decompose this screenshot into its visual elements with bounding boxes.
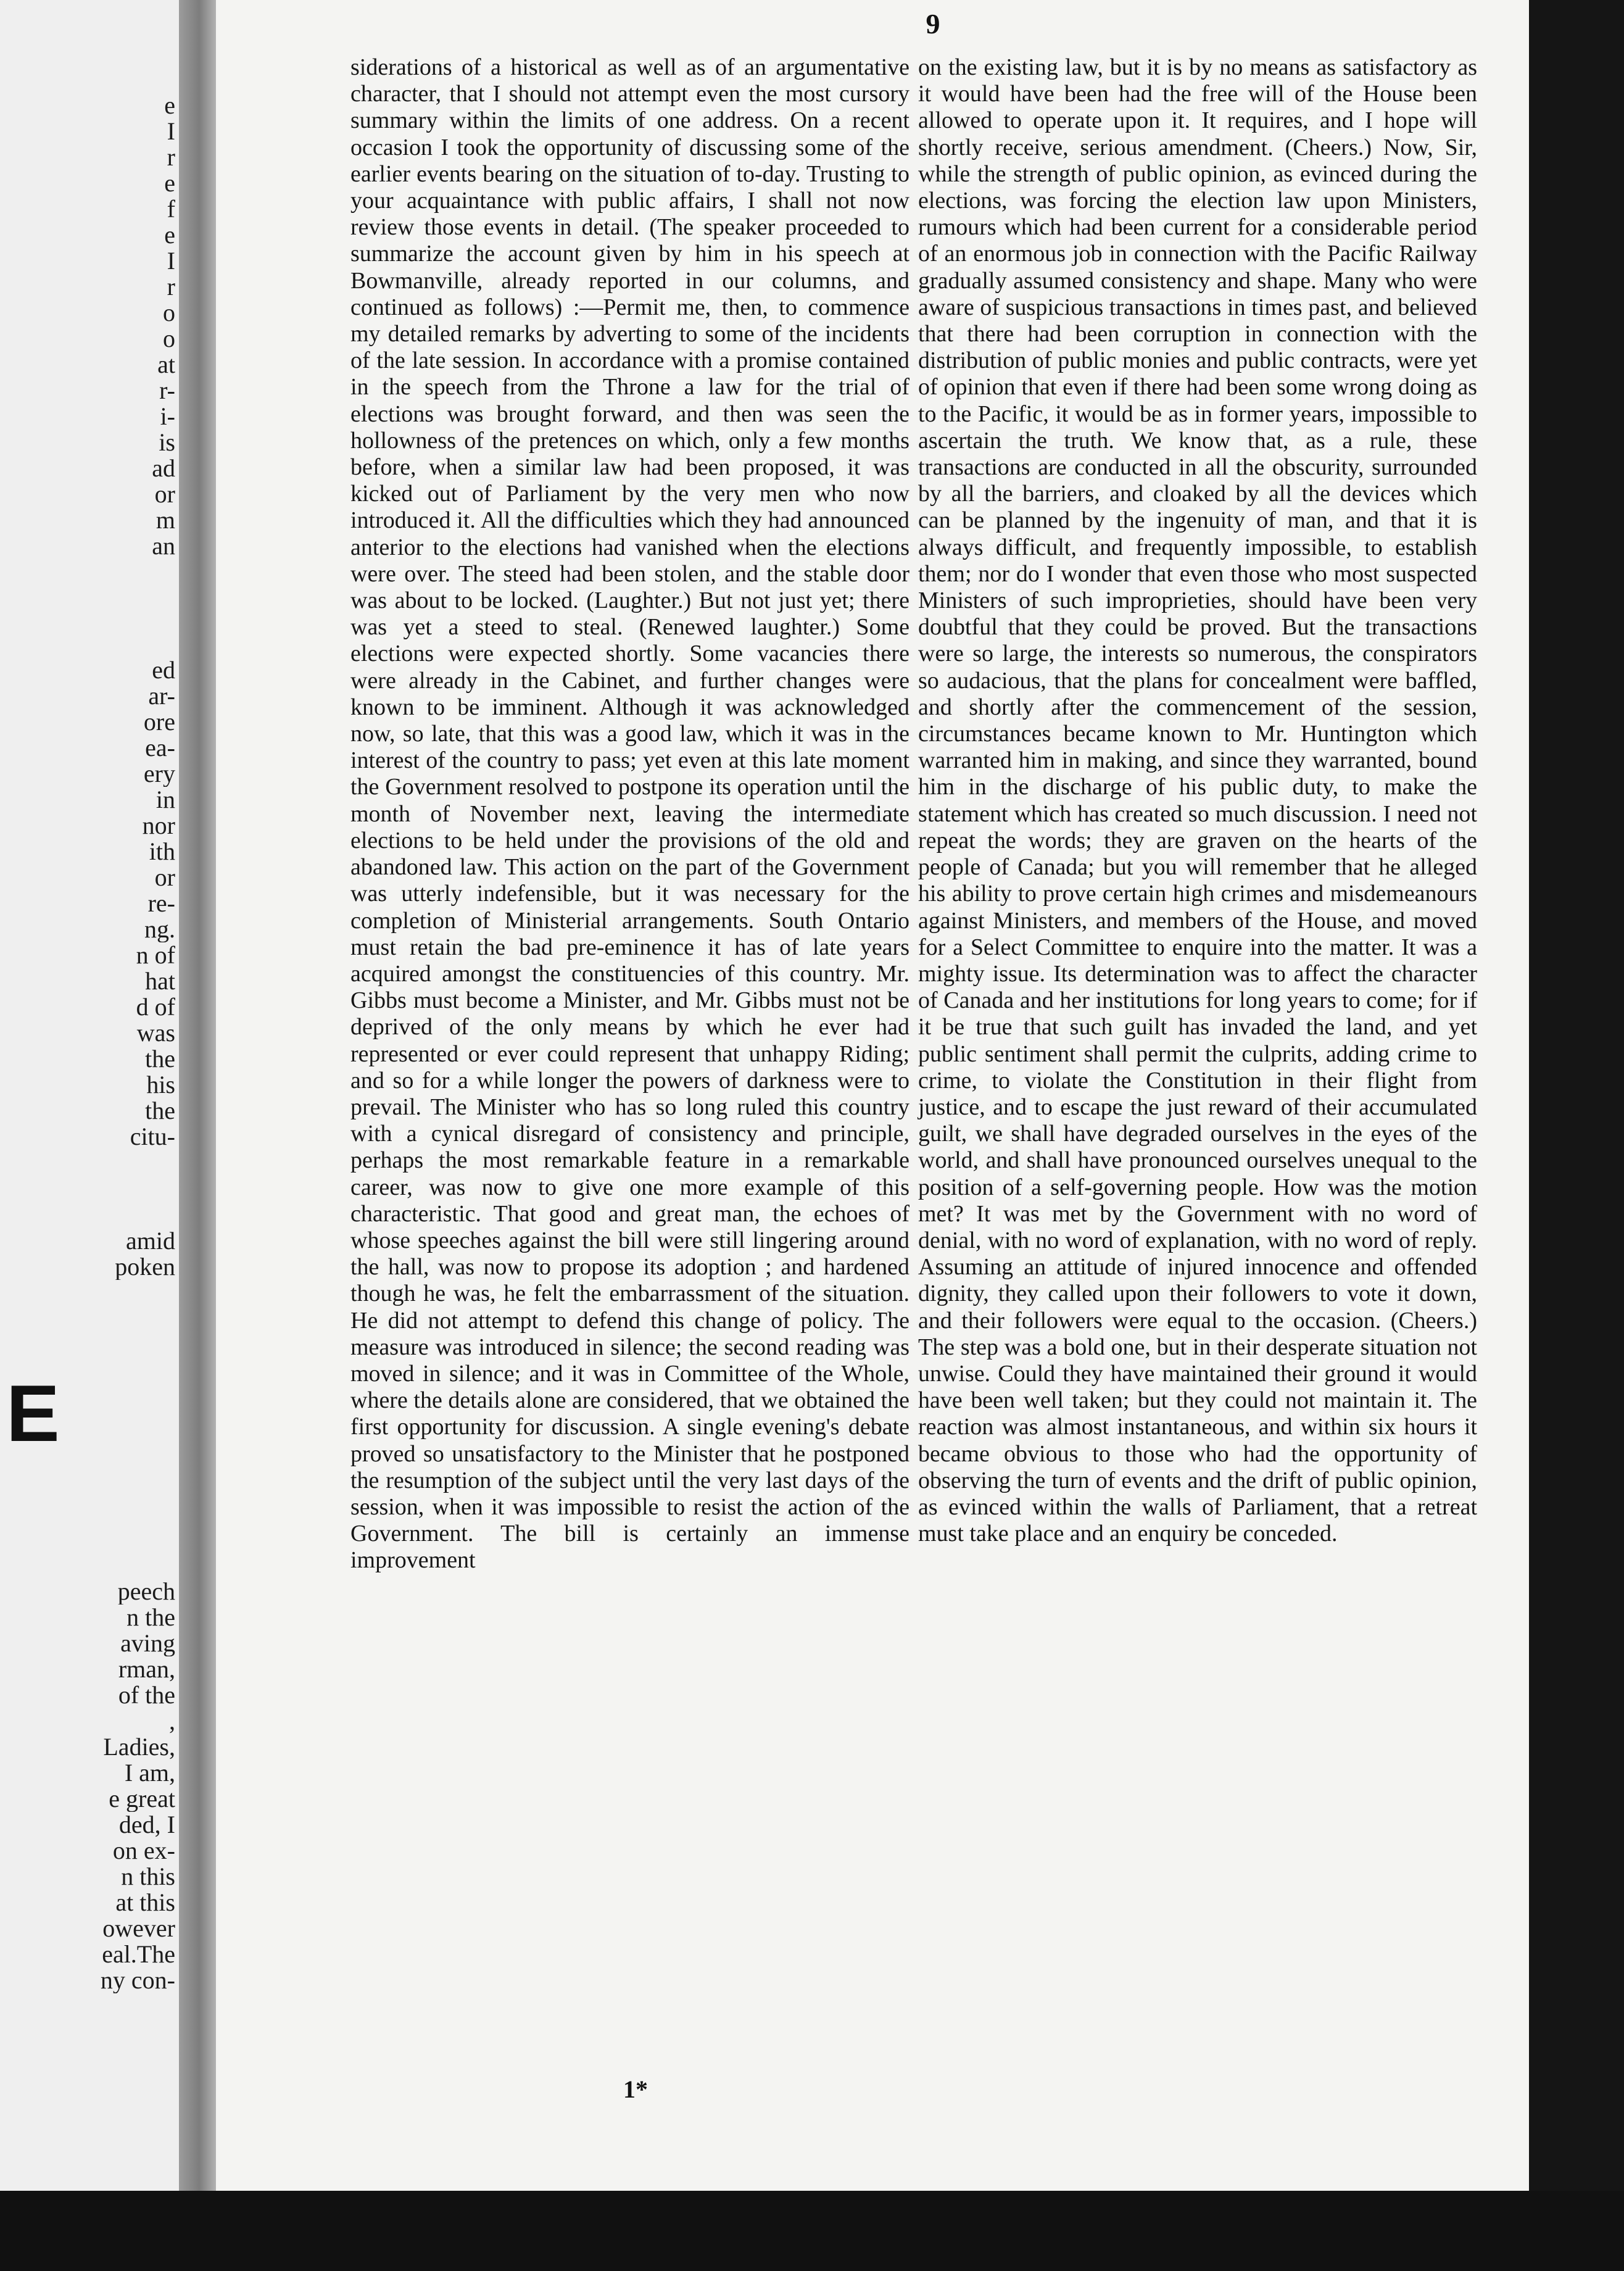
left-fragment-line: or [154,481,175,507]
left-fragment-line: r [167,144,175,170]
page-number: 9 [926,8,940,39]
left-fragment-line: rman, [118,1656,175,1682]
left-fragment-line: n this [121,1864,175,1890]
left-fragment-line: e [164,222,175,248]
left-fragment-line: or [154,865,175,891]
left-fragment-line: re- [147,891,175,916]
film-border-right [1529,0,1624,2271]
left-fragment-line: ded, I [118,1812,175,1838]
left-fragment-line: an [152,533,175,559]
left-fragment-line: e [164,93,175,118]
left-fragment-line: ea- [145,735,175,761]
left-fragment-line: ore [143,709,175,735]
left-fragment-line: m [155,507,175,533]
left-fragment-line: I am, [124,1760,175,1786]
text-column-left [350,54,909,1574]
left-fragment-line: I [167,118,175,144]
left-fragment-line: the [145,1046,175,1072]
left-fragment-line: I [167,248,175,274]
page-gutter [179,0,216,2271]
left-fragment-line: on ex- [112,1838,175,1864]
signature-mark: 1* [623,2075,648,2103]
left-fragment-line: nor [142,813,175,839]
text-column-right [918,54,1477,1547]
left-fragment-line: is [159,430,175,455]
left-fragment-line: Ladies, [103,1734,175,1760]
left-fragment-line: i- [160,404,175,430]
left-fragment-line: o [163,300,175,326]
left-fragment-line: aving [120,1630,175,1656]
left-fragment-line: ith [149,839,175,865]
left-fragment-lines-middle-2 [15,1228,175,1280]
left-fragment-line: citu- [130,1124,175,1150]
left-fragment-line: the [145,1098,175,1124]
left-fragment-line: , [169,1708,175,1734]
left-fragment-line: o [163,326,175,352]
left-fragment-line: in [155,787,175,813]
left-fragment-line: r [167,274,175,300]
left-fragment-line: ad [152,455,175,481]
left-fragment-line: ed [152,657,175,683]
left-fragment-line: at [157,352,175,378]
left-fragment-line: owever [102,1916,175,1941]
left-fragment-line: r- [159,378,175,404]
film-border-bottom [0,2191,1624,2271]
left-fragment-line: hat [145,968,175,994]
left-fragment-line: his [146,1072,175,1098]
left-fragment-line: f [167,196,175,222]
left-fragment-line: amid [126,1228,175,1254]
left-fragment-line: e great [109,1786,175,1812]
column-right-text: on the existing law, but it is by no means as satisfactory as it would have been had the free will of the House been allowed to operate upon it. It requires, and I hope will shortly receive, serious amendment. (Cheers.) Now, Sir, while the strength of public opinion, as evinced during the elections, was forcing the election law upon Ministers, rumours which had been current for a considerable period of an enormous job in connection with the Pacific Railway gradually assumed consistency and shape. Many who were aware of suspicious transactions in times past, and believed that there had been corruption in connection with the distribution of public monies and public contracts, were yet of opinion that even if there had been some wrong doing as to the Pacific, it would be as in former years, impossible to ascertain the truth. We know that, as a rule, these transactions are conducted in all the obscurity, surrounded by all the barriers, and cloaked by all the devices which can be planned by the ingenuity of man, and that it is always difficult, and frequently impossible, to establish them; nor do I wonder that even those who most suspected Ministers of such improprieties, should have been very doubtful that they could be proved. But the transactions were so large, the interests so numerous, the conspirators so audacious, that the plans for concealment were baffled, and shortly after the commencement of the session, circumstances became known to Mr. Huntington which warranted him in making, and since they warranted, bound him in the discharge of his public duty, to make the statement which has created so much discussion. I need not repeat the words; they are graven on the hearts of the people of Canada; but you will remember that he alleged his ability to prove certain high crimes and misdemeanours against Ministers, and members of the House, and moved for a Select Committee to enquire into the matter. It was a mighty issue. Its determination was to affect the character of Canada and her institutions for long years to come; for if it be true that such guilt has invaded the land, and yet public sentiment shall permit the culprits, adding crime to crime, to violate the Constitution in their flight from justice, and to escape the just reward of their accumulated guilt, we shall have degraded ourselves in the eyes of the world, and shall have pronounced ourselves unequal to the position of a self-governing people. How was the motion met? It was met by the Government with no word of denial, with no word of explanation, with no word of reply. Assuming an attitude of injured innocence and offended dignity, they called upon their followers to vote it down, and their followers were equal to the occasion. (Cheers.) The step was a bold one, but in their desperate situation not unwise. Could they have maintained their ground it would have been well taken; but they could not maintain it. The reaction was almost instantaneous, and within six hours it became obvious to those who had the opportunity of observing the turn of events and the drift of public opinion, as evinced within the walls of Parliament, that a retreat must take place and an enquiry be conceded. [918,54,1477,1547]
left-fragment-line: ery [143,761,175,787]
left-fragment-line: n the [126,1605,175,1630]
left-page-fragment [0,0,179,2271]
left-fragment-line: d of [136,994,175,1020]
left-fragment-line: was [136,1020,175,1046]
left-fragment-line: e [164,170,175,196]
left-fragment-line: at this [115,1890,175,1916]
left-fragment-line: eal.The [102,1941,175,1967]
left-fragment-line: peech [117,1579,175,1605]
left-fragment-line: n of [136,942,175,968]
left-fragment-line: poken [115,1254,175,1280]
left-fragment-lines-top [15,93,175,559]
column-left-text: siderations of a historical as well as of an argumentative character, that I should not attempt even the most cursory summary within the limits of one address. On a recent occasion I took the opportunity of discussing some of the earlier events bearing on the situation of to-day. Trusting to your acquaintance with public affairs, I shall not now review those events in detail. (The speaker proceeded to summarize the account given by him in his speech at Bowmanville, already reported in our columns, and continued as follows) :—Permit me, then, to commence my detailed remarks by adverting to some of the incidents of the late session. In accordance with a promise contained in the speech from the Throne a law for the trial of elections was brought forward, and then was seen the hollowness of the pretences on which, only a few months before, when a similar law had been proposed, it was kicked out of Parliament by the very men who now introduced it. All the difficulties which they had announced anterior to the elections had vanished when the elections were over. The steed had been stolen, and the stable door was about to be locked. (Laughter.) But not just yet; there was yet a steed to steal. (Renewed laughter.) Some elections were expected shortly. Some vacancies there were already in the Cabinet, and further changes were known to be imminent. Although it was acknowledged now, so late, that this was a good law, which it was in the interest of the country to pass; yet even at this late moment the Government resolved to postpone its operation until the month of November next, leaving the intermediate elections to be held under the provisions of the old and abandoned law. This action on the part of the Government was utterly indefensible, but it was necessary for the completion of Ministerial arrangements. South Ontario must retain the bad pre-eminence it has of late years acquired amongst the constituencies of this country. Mr. Gibbs must become a Minister, and Mr. Gibbs must not be deprived of the only means by which he ever had represented or ever could represent that unhappy Riding; and so for a while longer the powers of darkness were to prevail. The Minister who has so long ruled this country with a cynical disregard of consistency and principle, perhaps the most remarkable feature in a remarkable career, was now to give one more example of this characteristic. That good and great man, the echoes of whose speeches against the bill were still lingering around the hall, was now to propose its adoption ; and hardened though he was, he felt the embarrassment of the situation. He did not attempt to defend this change of policy. The measure was introduced in silence; the second reading was moved in silence; and it was in Committee of the Whole, where the details alone are considered, that we obtained the first opportunity for discussion. A single evening's debate proved so unsatisfactory to the Minister that he postponed the resumption of the subject until the very last days of the session, when it was impossible to resist the action of the Government. The bill is certainly an immense improvement [350,54,909,1574]
left-fragment-line: ar- [148,683,175,709]
left-fragment-line: ng. [144,916,175,942]
left-fragment-big-letter: E [6,1368,60,1458]
left-fragment-lines-bottom [15,1579,175,1993]
left-fragment-line: of the [118,1682,175,1708]
left-fragment-line: ny con- [100,1967,175,1993]
left-fragment-lines-middle [15,657,175,1150]
